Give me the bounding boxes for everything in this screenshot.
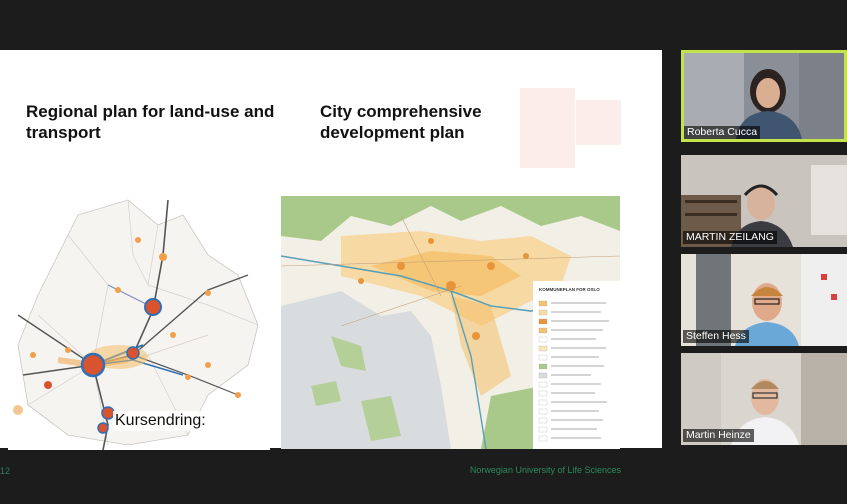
slide-page-number: 12 — [0, 466, 11, 476]
shared-slide — [0, 50, 662, 476]
slide-decoration — [576, 100, 621, 145]
title-line: transport — [26, 123, 101, 142]
title-line: Regional plan for land-use and — [26, 102, 275, 121]
slide-decoration — [520, 88, 575, 168]
participant-name: MARTIN ZEILANG — [683, 231, 777, 244]
kursendring-callout: Kursendring: — [115, 412, 206, 429]
participant-name: Martin Heinze — [683, 429, 754, 442]
title-line: City comprehensive — [320, 102, 482, 121]
map-legend-title: KOMMUNEPLAN FOR OSLO — [539, 287, 600, 292]
slide-title-regional-plan — [26, 101, 306, 143]
participant-tile-martin-zeilang[interactable] — [681, 155, 847, 247]
slide-title-city-plan — [320, 101, 520, 143]
slide-footer: Norwegian University of Life Sciences — [469, 465, 621, 475]
participant-name: Roberta Cucca — [684, 126, 760, 139]
participant-name: Steffen Hess — [683, 330, 749, 343]
city-plan-map — [281, 196, 620, 449]
title-line: development plan — [320, 123, 465, 142]
participant-tile-roberta-cucca[interactable] — [681, 50, 847, 142]
participant-tile-martin-heinze[interactable] — [681, 353, 847, 445]
participant-tile-steffen-hess[interactable] — [681, 254, 847, 346]
